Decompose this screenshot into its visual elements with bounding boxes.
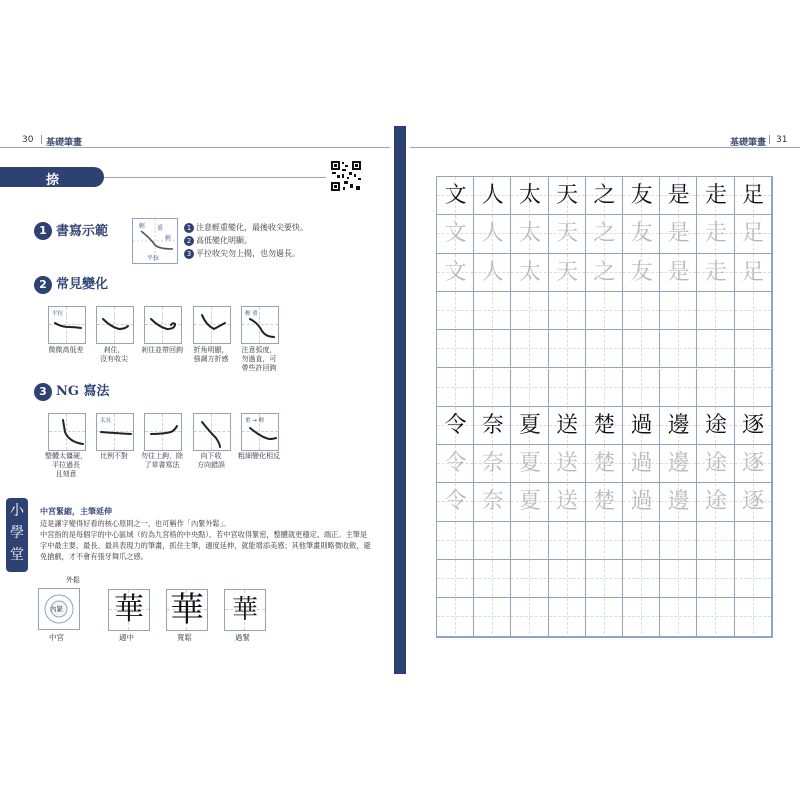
practice-cell[interactable] [660,483,697,521]
trace-character: 友 [630,259,653,285]
practice-cell[interactable] [474,177,511,215]
variations-caption-1: 微微高低差 [48,346,84,354]
practice-cell[interactable] [549,215,586,253]
practice-cell[interactable] [474,483,511,521]
practice-cell[interactable] [437,445,474,483]
practice-cell[interactable] [586,483,623,521]
ng-box-label-2: 太長 [100,418,112,424]
example-caption-moderate: 適中 [119,633,134,642]
practice-cell[interactable] [549,598,586,636]
practice-cell[interactable] [549,369,586,407]
qr-code-icon[interactable] [330,160,362,192]
ng-stroke-box-1 [48,413,86,451]
practice-cell[interactable] [511,369,548,407]
trace-character: 楚 [593,451,616,477]
practice-cell[interactable] [549,292,586,330]
model-character: 天 [556,183,579,208]
practice-cell[interactable] [586,177,623,215]
practice-cell[interactable] [697,407,734,445]
practice-cell[interactable] [623,369,660,407]
demo-note-2: 2 高低變化明顯。 [184,235,252,246]
practice-cell[interactable] [623,177,660,215]
practice-cell[interactable] [735,177,772,215]
practice-cell[interactable] [697,445,734,483]
practice-cell[interactable] [660,177,697,215]
trace-character: 人 [481,221,504,247]
practice-cell[interactable] [474,445,511,483]
practice-cell[interactable] [697,254,734,292]
practice-cell[interactable] [697,369,734,407]
example-box-loose: 華 [166,589,208,631]
practice-cell[interactable] [511,215,548,253]
practice-cell[interactable] [586,369,623,407]
model-character: 友 [630,183,653,208]
practice-cell[interactable] [549,177,586,215]
trace-character: 奈 [481,451,504,477]
variations-caption-3: 剎住並帶回鉤 [141,346,183,354]
model-character: 過 [630,412,653,438]
practice-cell[interactable] [586,254,623,292]
trace-character: 奈 [481,489,504,515]
practice-cell[interactable] [735,522,772,560]
model-character: 楚 [593,412,616,438]
lesson-line-4: 免搶戲，才不會有張牙舞爪之感。 [40,552,148,561]
trace-character: 走 [704,221,727,247]
trace-character: 人 [481,259,504,285]
practice-cell[interactable] [474,215,511,253]
practice-cell[interactable] [474,369,511,407]
practice-cell[interactable] [437,598,474,636]
practice-cell[interactable] [623,445,660,483]
right-page-number: 31 [776,135,788,145]
center-palace-diagram [38,588,80,630]
practice-cell[interactable] [623,215,660,253]
trace-character: 逐 [742,451,765,477]
trace-character: 夏 [518,451,541,477]
practice-cell[interactable] [549,522,586,560]
practice-cell[interactable] [474,254,511,292]
trace-character: 過 [630,489,653,515]
practice-cell[interactable] [623,522,660,560]
demo-stroke-diagram [132,218,178,264]
small-lesson-tab-label: 小學堂 [10,503,24,563]
trace-character: 天 [556,259,579,285]
trace-character: 途 [704,451,727,477]
header-separator: | [40,135,44,145]
diagram-label-light-2: 輕 [165,235,172,242]
inner-tight-label: 內緊 [50,605,63,613]
practice-cell[interactable] [623,330,660,368]
trace-character: 友 [630,221,653,247]
practice-cell[interactable] [697,330,734,368]
practice-cell[interactable] [511,254,548,292]
practice-cell[interactable] [623,407,660,445]
practice-cell[interactable] [437,407,474,445]
variations-stroke-box-1 [48,306,86,344]
trace-character: 令 [444,451,467,477]
example-box-tight: 華 [224,589,266,631]
practice-cell[interactable] [437,483,474,521]
practice-cell[interactable] [437,177,474,215]
ng-caption-4: 向下收 方向錯誤 [197,452,225,469]
practice-cell[interactable] [437,215,474,253]
variations-stroke-box-3 [144,306,182,344]
center-palace-caption: 中宮 [49,633,64,642]
practice-cell[interactable] [697,522,734,560]
practice-grid [436,176,773,638]
practice-cell[interactable] [474,407,511,445]
practice-cell[interactable] [735,369,772,407]
practice-cell[interactable] [735,445,772,483]
trace-character: 足 [742,221,765,247]
trace-character: 走 [704,259,727,285]
practice-cell[interactable] [549,483,586,521]
practice-cell[interactable] [623,598,660,636]
ng-caption-5: 粗細變化相反 [238,452,280,460]
practice-cell[interactable] [511,177,548,215]
ng-stroke-box-5 [241,413,279,451]
demo-heading: 書寫示範 [56,224,109,239]
example-box-moderate: 華 [108,589,150,631]
trace-character: 送 [556,451,579,477]
practice-cell[interactable] [586,407,623,445]
practice-cell[interactable] [697,215,734,253]
practice-cell[interactable] [735,598,772,636]
variations-caption-4: 折角明顯， 強調方折感 [193,346,229,363]
variations-caption-2: 剎住， 沒有收尖 [100,346,128,363]
trace-character: 邊 [667,489,690,515]
variations-box-label-5: 輕 重 [245,311,258,317]
section-title: 捺 [46,173,60,188]
practice-cell[interactable] [697,483,734,521]
lesson-title: 中宮緊縮，主筆延伸 [40,507,112,516]
trace-character: 文 [444,259,467,285]
practice-cell[interactable] [437,369,474,407]
model-character: 足 [742,183,765,208]
variations-caption-5: 注意弧度， 勿過直，可 帶些許回鉤 [241,346,277,372]
ng-stroke-box-2 [96,413,134,451]
demo-note-1: 1 注意輕重變化，最後收尖要快。 [184,222,308,233]
practice-cell[interactable] [511,522,548,560]
ng-heading: NG 寫法 [56,384,110,399]
left-chapter-title: 基礎筆畫 [46,138,83,148]
practice-cell[interactable] [586,292,623,330]
practice-cell[interactable] [660,522,697,560]
variations-stroke-box-5 [241,306,279,344]
practice-cell[interactable] [511,483,548,521]
trace-character: 太 [518,259,541,285]
practice-cell[interactable] [735,330,772,368]
trace-character: 令 [444,489,467,515]
trace-character: 過 [630,451,653,477]
model-character: 邊 [667,412,690,438]
practice-cell[interactable] [623,292,660,330]
trace-character: 文 [444,221,467,247]
practice-cell[interactable] [586,522,623,560]
model-character: 奈 [481,412,504,438]
practice-cell[interactable] [660,330,697,368]
practice-cell[interactable] [735,407,772,445]
practice-cell[interactable] [660,254,697,292]
ng-number-badge: 3 [34,383,52,401]
practice-cell[interactable] [474,598,511,636]
practice-cell[interactable] [511,330,548,368]
trace-character: 是 [667,259,690,285]
model-character: 逐 [742,412,765,438]
practice-cell[interactable] [511,407,548,445]
trace-character: 是 [667,221,690,247]
lesson-line-3: 字中最主要、最長、最具表現力的筆畫，抓住主筆，適度延伸，就能增添美感；其他筆畫則略微收斂，避 [40,541,371,550]
left-page-number: 30 [22,135,34,145]
diagram-label-heavy: 重 [157,225,164,232]
practice-cell[interactable] [660,215,697,253]
practice-cell[interactable] [437,522,474,560]
practice-cell[interactable] [697,560,734,598]
practice-cell[interactable] [511,560,548,598]
model-character: 夏 [518,412,541,438]
practice-cell[interactable] [660,369,697,407]
practice-cell[interactable] [735,292,772,330]
practice-cell[interactable] [660,560,697,598]
variations-box-label-1: 平拉 [52,311,64,317]
practice-cell[interactable] [511,292,548,330]
model-character: 令 [444,412,467,438]
practice-cell[interactable] [735,560,772,598]
practice-cell[interactable] [660,598,697,636]
practice-cell[interactable] [474,330,511,368]
model-character: 途 [704,412,727,438]
practice-cell[interactable] [735,483,772,521]
practice-cell[interactable] [623,254,660,292]
trace-character: 足 [742,259,765,285]
diagram-label-flat: 平拉 [147,255,160,262]
practice-cell[interactable] [623,560,660,598]
practice-cell[interactable] [549,445,586,483]
practice-cell[interactable] [437,560,474,598]
practice-cell[interactable] [735,254,772,292]
practice-cell[interactable] [474,292,511,330]
example-caption-loose: 寬鬆 [177,633,192,642]
lesson-line-1: 這是讓字變得好看的核心原則之一，也可稱作「內緊外鬆」。 [40,519,231,528]
variations-number-badge: 2 [34,276,52,294]
practice-cell[interactable] [697,598,734,636]
example-caption-tight: 過緊 [235,633,250,642]
model-character: 之 [593,183,616,208]
ng-stroke-box-3 [144,413,182,451]
model-character: 是 [667,183,690,208]
ng-caption-1: 整體太僵硬， 平拉過長 且刻意 [45,452,87,478]
trace-character: 天 [556,221,579,247]
practice-cell[interactable] [586,445,623,483]
practice-cell[interactable] [549,330,586,368]
variations-stroke-box-2 [96,306,134,344]
trace-character: 夏 [518,489,541,515]
practice-cell[interactable] [549,407,586,445]
trace-character: 太 [518,221,541,247]
model-character: 走 [704,183,727,208]
practice-cell[interactable] [437,254,474,292]
demo-note-3: 3 平拉收尖勿上揚，也勿過長。 [184,248,300,259]
trace-character: 途 [704,489,727,515]
section-rule [104,177,326,178]
trace-character: 之 [593,221,616,247]
practice-cell[interactable] [474,560,511,598]
trace-character: 送 [556,489,579,515]
practice-cell[interactable] [623,483,660,521]
practice-cell[interactable] [660,407,697,445]
practice-cell[interactable] [511,445,548,483]
model-character: 人 [481,183,504,208]
model-character: 太 [518,183,541,208]
practice-cell[interactable] [660,292,697,330]
trace-character: 之 [593,259,616,285]
practice-cell[interactable] [549,254,586,292]
ng-caption-2: 比例不對 [100,452,128,460]
demo-number-badge: 1 [34,222,52,240]
practice-cell[interactable] [511,598,548,636]
right-chapter-title: 基礎筆畫 [730,138,767,148]
practice-cell[interactable] [549,560,586,598]
trace-character: 邊 [667,451,690,477]
practice-cell[interactable] [474,522,511,560]
trace-character: 逐 [742,489,765,515]
outer-loose-label: 外鬆 [66,576,80,584]
book-spine [394,126,406,674]
ng-caption-3: 勿往上鉤，除 了草書寫法 [141,452,183,469]
variations-stroke-box-4 [193,306,231,344]
variations-heading: 常見變化 [56,277,109,292]
right-header-separator: | [768,135,772,145]
practice-cell[interactable] [586,215,623,253]
practice-cell[interactable] [735,215,772,253]
model-character: 文 [444,183,467,208]
practice-cell[interactable] [437,292,474,330]
practice-cell[interactable] [586,330,623,368]
practice-cell[interactable] [437,330,474,368]
ng-stroke-box-4 [193,413,231,451]
ng-box-label-5: 重 → 輕 [245,418,265,424]
diagram-label-light-1: 輕 [139,223,146,230]
practice-cell[interactable] [660,445,697,483]
practice-cell[interactable] [586,560,623,598]
model-character: 送 [556,412,579,438]
lesson-line-2: 中宮指的是每個字的中心區域（約為九宮格的中央點），若中宮收得緊密，整體就更穩定、端正。主筆是 [40,530,368,539]
practice-cell[interactable] [697,292,734,330]
trace-character: 楚 [593,489,616,515]
small-lesson-tab [6,498,28,572]
practice-cell[interactable] [697,177,734,215]
practice-cell[interactable] [586,598,623,636]
